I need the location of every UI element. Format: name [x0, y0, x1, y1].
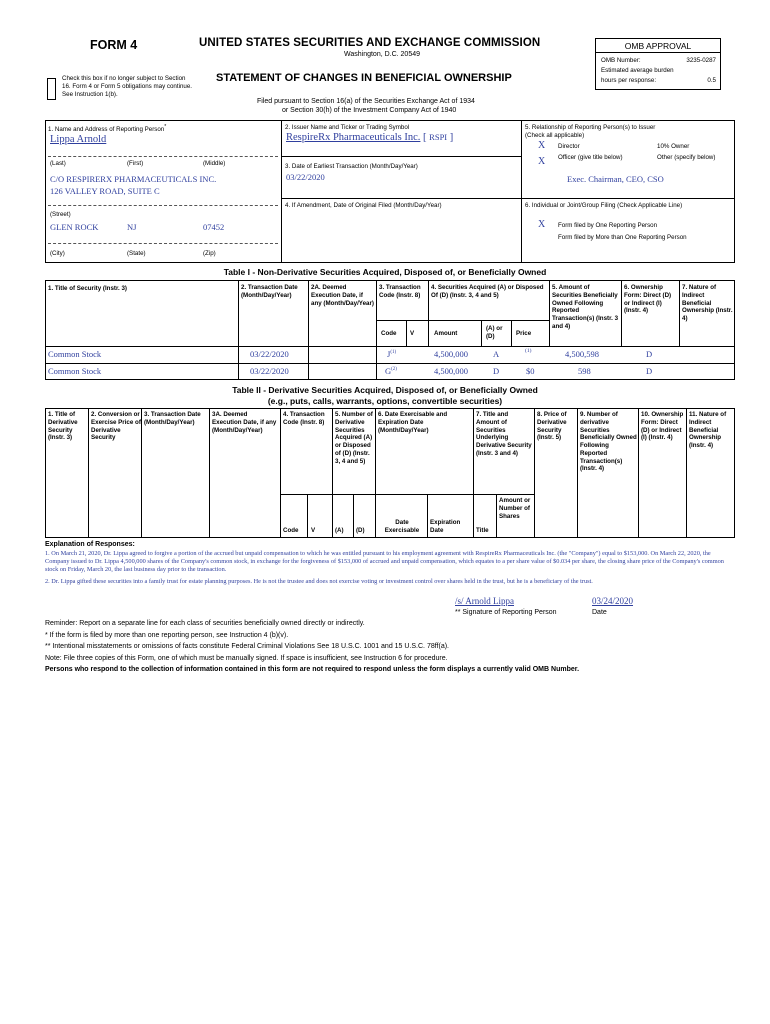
earliest-transaction-date: 03/22/2020	[286, 172, 325, 182]
t2-title-header: Title	[476, 527, 489, 534]
reporting-person-name[interactable]: Lippa Arnold	[50, 134, 107, 145]
row2-title: Common Stock	[48, 366, 102, 376]
zip-value: 07452	[203, 222, 225, 232]
omb-hours-label: hours per response:	[601, 77, 657, 84]
t1-aord-header: (A) or (D)	[486, 325, 503, 340]
no-longer-subject-checkbox[interactable]	[47, 78, 56, 100]
box1-label: 1. Name and Address of Reporting Person*	[48, 124, 167, 134]
footnote-1: * If the form is filed by more than one reporting person, see Instruction 4 (b)(v).	[45, 632, 289, 639]
director-check[interactable]: X	[538, 140, 546, 151]
omb-burden-label: Estimated average burden	[601, 67, 674, 74]
box4-label: 4. If Amendment, Date of Original Filed (Month/Day/Year)	[285, 202, 442, 209]
row1-price: (1)	[525, 348, 532, 354]
t2-col2-header: 2. Conversion or Exercise Price of Derivative Security	[91, 411, 141, 442]
t2-code-header: Code	[283, 527, 299, 534]
t1-col1-header: 1. Title of Security (Instr. 3)	[48, 285, 127, 292]
city-value: GLEN ROCK	[50, 222, 99, 232]
omb-number-label: OMB Number:	[601, 57, 641, 64]
t2-col6-header: 6. Date Exercisable and Expiration Date (Month/Day/Year)	[378, 411, 448, 434]
t1-col6-header: 6. Ownership Form: Direct (D) or Indirect (I) (Instr. 4)	[624, 284, 672, 315]
explanation-heading: Explanation of Responses:	[45, 541, 135, 548]
state-label: (State)	[127, 250, 146, 257]
row1-owned: 4,500,598	[565, 349, 599, 359]
signature-date: 03/24/2020	[592, 596, 634, 606]
table2-subtitle: (e.g., puts, calls, warrants, options, convertible securities)	[267, 396, 503, 406]
t1-col7-header: 7. Nature of Indirect Beneficial Ownership (Instr. 4)	[682, 284, 733, 322]
t2-amount-header: Amount or Number of Shares	[499, 497, 531, 520]
reminder-text: Reminder: Report on a separate line for each class of securities beneficially owned directly or indirectly.	[45, 620, 365, 627]
t1-col2a-header: 2A. Deemed Execution Date, if any (Month/Day/Year)	[311, 284, 374, 307]
row1-amount: 4,500,000	[434, 349, 468, 359]
director-label: Director	[558, 143, 580, 150]
t2-exp-header: Expiration Date	[430, 519, 461, 534]
middle-label: (Middle)	[203, 160, 226, 167]
checkbox-note: Check this box if no longer subject to Section 16. Form 4 or Form 5 obligations may continue. See Instruction 1(b).	[62, 75, 192, 98]
t2-col3a-header: 3A. Deemed Execution Date, if any (Month/Day/Year)	[212, 411, 277, 434]
city-label: (City)	[50, 250, 65, 257]
t2-d-header: (D)	[356, 527, 365, 534]
street-label: (Street)	[50, 211, 71, 218]
officer-check[interactable]: X	[538, 156, 546, 167]
issuer-ticker: RespireRx Pharmaceuticals Inc. [ RSPI ]	[286, 132, 454, 143]
row2-form: D	[646, 366, 653, 376]
row1-form: D	[646, 349, 653, 359]
one-person-label: Form filed by One Reporting Person	[558, 222, 658, 229]
t1-col4-header: 4. Securities Acquired (A) or Disposed Of (D) (Instr. 3, 4 and 5)	[431, 284, 544, 299]
row2-aord: D	[493, 366, 500, 376]
table2-title: Table II - Derivative Securities Acquired, Disposed of, or Beneficially Owned	[232, 385, 538, 395]
box2-label: 2. Issuer Name and Ticker or Trading Symbol	[285, 124, 410, 131]
other-label: Other (specify below)	[657, 154, 716, 161]
t1-col5-header: 5. Amount of Securities Beneficially Owned Following Reported Transaction(s) (Instr. 3 and 4)	[552, 284, 619, 330]
first-label: (First)	[127, 160, 144, 167]
ticker-symbol: RSPI	[429, 132, 448, 142]
explanation-note-1: 1. On March 21, 2020, Dr. Lippa agreed to forgive a portion of the accrued but unpaid compensation to which he was entitled pursuant to his employment agreement with RespireRx Pharmaceuticals Inc. (the "Company") equal to $153,000. On March 22, 2020, the Company issued to Dr. Lippa 4,500,000 shares of the Company's common stock, in exchange for the forgiveness of $153,000 of accrued and unpaid compensation, which equates to a per share value of $0.034 per share, the closing share price of the Company's common stock on Friday, March 20, the last business day prior to the transaction.	[45, 550, 724, 574]
box6-label: 6. Individual or Joint/Group Filing (Check Applicable Line)	[525, 202, 683, 209]
omb-hours-value: 0.5	[707, 77, 716, 84]
officer-label: Officer (give title below)	[558, 154, 623, 161]
t1-v-header: V	[410, 330, 415, 337]
t2-col11-header: 11. Nature of Indirect Beneficial Ownership (Instr. 4)	[689, 411, 727, 449]
t1-code-header: Code	[381, 330, 397, 337]
issuer-name-link[interactable]: RespireRx Pharmaceuticals Inc.	[286, 132, 421, 143]
row1-aord: A	[493, 349, 500, 359]
officer-title: Exec. Chairman, CEO, CSO	[567, 174, 664, 184]
t2-col10-header: 10. Ownership Form: Direct (D) or Indirect (I) (Instr. 4)	[641, 411, 684, 442]
agency-location: Washington, D.C. 20549	[344, 51, 421, 58]
form-label: FORM 4	[90, 38, 138, 52]
more-person-label: Form filed by More than One Reporting Person	[558, 234, 687, 241]
box3-label: 3. Date of Earliest Transaction (Month/Day/Year)	[285, 163, 418, 170]
address-line-2: 126 VALLEY ROAD, SUITE C	[50, 186, 160, 196]
footnote-4: Persons who respond to the collection of information contained in this form are not required to respond unless the form displays a currently valid OMB Number.	[45, 666, 580, 673]
box5-label: 5. Relationship of Reporting Person(s) to Issuer (Check all applicable)	[525, 124, 656, 139]
row2-owned: 598	[578, 366, 591, 376]
date-label: Date	[592, 609, 607, 616]
table1-title: Table I - Non-Derivative Securities Acquired, Disposed of, or Beneficially Owned	[223, 267, 547, 277]
t2-date-ex-header: Date Exercisable	[384, 519, 420, 534]
t1-amount-header: Amount	[434, 330, 458, 337]
t1-price-header: Price	[516, 330, 532, 337]
row2-code: $G^{(2)}$	[385, 366, 397, 376]
filed-pursuant: Filed pursuant to Section 16(a) of the Securities Exchange Act of 1934	[257, 98, 475, 105]
state-value: NJ	[127, 222, 137, 232]
signature: /s/ Arnold Lippa	[455, 596, 514, 606]
t2-col8-header: 8. Price of Derivative Security (Instr. 5)	[537, 411, 567, 442]
one-person-check[interactable]: X	[538, 219, 546, 230]
statement-title: STATEMENT OF CHANGES IN BENEFICIAL OWNERSHIP	[216, 72, 512, 84]
row1-title: Common Stock	[48, 349, 102, 359]
omb-approval-box	[595, 38, 721, 90]
zip-label: (Zip)	[203, 250, 216, 257]
last-label: (Last)	[50, 160, 66, 167]
signature-label: ** Signature of Reporting Person	[455, 609, 557, 616]
t2-col3-header: 3. Transaction Date (Month/Day/Year)	[144, 411, 201, 426]
t2-col7-header: 7. Title and Amount of Securities Underlying Derivative Security (Instr. 3 and 4)	[476, 411, 532, 457]
t2-a-header: (A)	[335, 527, 344, 534]
row1-date: 03/22/2020	[250, 349, 289, 359]
t2-v-header: V	[311, 527, 316, 534]
explanation-note-2: 2. Dr. Lippa gifted these securities into a family trust for estate planning purposes. He is not the trustee and does not exercise voting or investment control over shares held in the trust, but he is a beneficiary of the trust.	[45, 578, 593, 585]
t2-col1-header: 1. Title of Derivative Security (Instr. 3)	[48, 411, 78, 442]
row2-price: $0	[526, 366, 535, 376]
t2-col4-header: 4. Transaction Code (Instr. 8)	[283, 411, 325, 426]
agency-title: UNITED STATES SECURITIES AND EXCHANGE COMMISSION	[199, 37, 541, 49]
t2-col9-header: 9. Number of derivative Securities Beneficially Owned Following Reported Transaction(s) (Instr. 4)	[580, 411, 637, 473]
t1-col3-header: 3. Transaction Code (Instr. 8)	[379, 284, 421, 299]
row1-code: $J^{(1)}$	[387, 349, 397, 359]
row2-amount: 4,500,000	[434, 366, 468, 376]
address-line-1: C/O RESPIRERX PHARMACEUTICALS INC.	[50, 174, 217, 184]
omb-title: OMB APPROVAL	[596, 39, 720, 53]
omb-number-value: 3235-0287	[686, 57, 716, 64]
ten-pct-label: 10% Owner	[657, 143, 690, 150]
footnote-2: ** Intentional misstatements or omissions of facts constitute Federal Criminal Violations See 18 U.S.C. 1001 and 15 U.S.C. 78ff(a).	[45, 643, 449, 650]
t1-col2-header: 2. Transaction Date (Month/Day/Year)	[241, 284, 298, 299]
t2-col5-header: 5. Number of Derivative Securities Acquired (A) or Disposed of (D) (Instr. 3, 4 and 5)	[335, 411, 373, 465]
footnote-3: Note: File three copies of this Form, one of which must be manually signed. If space is insufficient, see Instruction 6 for procedure.	[45, 655, 448, 662]
or-section: or Section 30(h) of the Investment Company Act of 1940	[282, 107, 457, 114]
row2-date: 03/22/2020	[250, 366, 289, 376]
